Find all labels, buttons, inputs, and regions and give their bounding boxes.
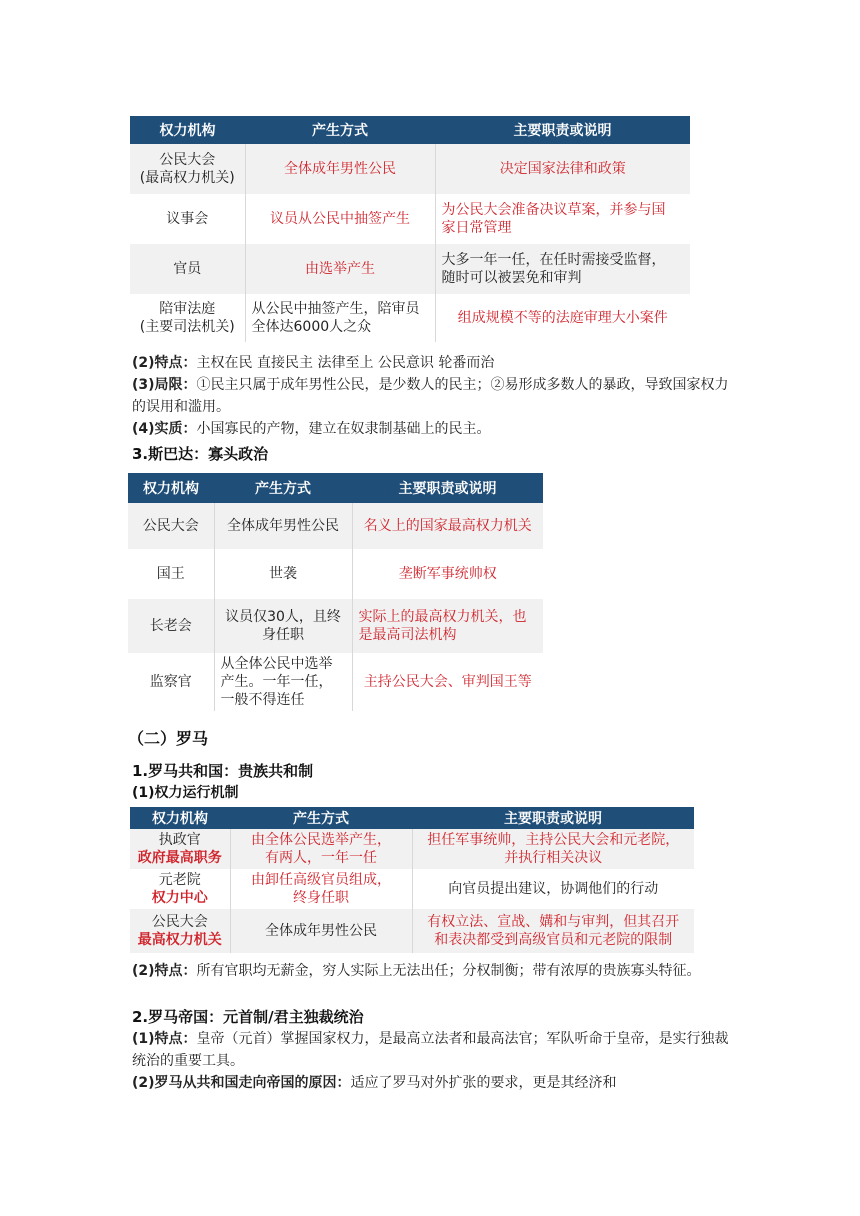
table-row xyxy=(130,144,690,194)
sparta-institutions-table xyxy=(128,473,543,711)
institution-cell: 议事会 xyxy=(130,194,245,244)
institution-cell: 公民大会 (最高权力机关) xyxy=(130,144,245,194)
institution-cell: 国王 xyxy=(128,549,214,599)
method-cell: 世袭 xyxy=(214,549,352,599)
athens-limits: (3)局限：①民主只属于成年男性公民，是少数人的民主；②易形成多数人的暴政，导致国家权力的误用和滥用。 xyxy=(132,377,729,415)
institution-cell: 长老会 xyxy=(128,599,214,653)
table-row xyxy=(130,909,694,953)
table-row xyxy=(130,294,690,342)
col-header-method: 产生方式 xyxy=(230,807,412,829)
athens-features: (2)特点：主权在民 直接民主 法律至上 公民意识 轮番而治 xyxy=(132,355,495,371)
heading-roman-republic: 1.罗马共和国：贵族共和制 xyxy=(132,762,314,780)
institution-cell: 陪审法庭 (主要司法机关) xyxy=(130,294,245,342)
table-row xyxy=(128,549,543,599)
athens-institutions-table xyxy=(130,116,690,342)
duties-cell: 为公民大会准备决议草案，并参与国 家日常管理 xyxy=(435,194,690,244)
table-row xyxy=(130,244,690,294)
rome-empire-features: (1)特点：皇帝（元首）掌握国家权力，是最高立法者和最高法官；军队听命于皇帝，是实行独裁统治的重要工具。 xyxy=(132,1031,729,1069)
republic-to-empire-reasons: (2)罗马从共和国走向帝国的原因：适应了罗马对外扩张的要求，更是其经济和 xyxy=(132,1075,617,1091)
institution-cell: 官员 xyxy=(130,244,245,294)
duties-cell: 组成规模不等的法庭审理大小案件 xyxy=(435,294,690,342)
duties-cell: 向官员提出建议，协调他们的行动 xyxy=(412,869,694,909)
method-cell: 从公民中抽签产生，陪审员 全体达6000人之众 xyxy=(245,294,435,342)
method-cell: 全体成年男性公民 xyxy=(230,909,412,953)
subheading-power-mechanism: (1)权力运行机制 xyxy=(132,785,239,801)
method-cell: 议员仅30人，且终 身任职 xyxy=(214,599,352,653)
col-header-duties: 主要职责或说明 xyxy=(412,807,694,829)
method-cell: 由全体公民选举产生， 有两人，一年一任 xyxy=(230,829,412,869)
table-row xyxy=(128,653,543,711)
table-row xyxy=(128,599,543,653)
heading-roman-empire: 2.罗马帝国：元首制/君主独裁统治 xyxy=(132,1008,364,1026)
heading-rome: （二）罗马 xyxy=(128,729,209,748)
table-row xyxy=(128,503,543,549)
method-cell: 议员从公民中抽签产生 xyxy=(245,194,435,244)
col-header-method: 产生方式 xyxy=(214,473,352,503)
institution-cell: 监察官 xyxy=(128,653,214,711)
duties-cell: 名义上的国家最高权力机关 xyxy=(352,503,543,549)
institution-cell: 公民大会 最高权力机关 xyxy=(130,909,230,953)
col-header-duties: 主要职责或说明 xyxy=(352,473,543,503)
institution-cell: 元老院 权力中心 xyxy=(130,869,230,909)
table-header-row xyxy=(128,473,543,503)
method-cell: 由卸任高级官员组成， 终身任职 xyxy=(230,869,412,909)
institution-cell: 公民大会 xyxy=(128,503,214,549)
method-cell: 由选举产生 xyxy=(245,244,435,294)
method-cell: 全体成年男性公民 xyxy=(245,144,435,194)
duties-cell: 担任军事统帅，主持公民大会和元老院， 并执行相关决议 xyxy=(412,829,694,869)
table-header-row xyxy=(130,116,690,144)
method-cell: 全体成年男性公民 xyxy=(214,503,352,549)
col-header-method: 产生方式 xyxy=(245,116,435,144)
rome-institutions-table xyxy=(130,807,694,953)
athens-essence: (4)实质：小国寡民的产物，建立在奴隶制基础上的民主。 xyxy=(132,421,491,437)
duties-cell: 有权立法、宣战、媾和与审判，但其召开 和表决都受到高级官员和元老院的限制 xyxy=(412,909,694,953)
col-header-duties: 主要职责或说明 xyxy=(435,116,690,144)
duties-cell: 大多一年一任，在任时需接受监督， 随时可以被罢免和审判 xyxy=(435,244,690,294)
col-header-institution: 权力机构 xyxy=(130,116,245,144)
col-header-institution: 权力机构 xyxy=(130,807,230,829)
institution-cell: 执政官 政府最高职务 xyxy=(130,829,230,869)
table-row xyxy=(130,829,694,869)
duties-cell: 决定国家法律和政策 xyxy=(435,144,690,194)
col-header-institution: 权力机构 xyxy=(128,473,214,503)
heading-sparta: 3.斯巴达：寡头政治 xyxy=(132,445,269,463)
duties-cell: 主持公民大会、审判国王等 xyxy=(352,653,543,711)
table-row xyxy=(130,869,694,909)
table-row xyxy=(130,194,690,244)
rome-republic-features: (2)特点：所有官职均无薪金，穷人实际上无法出任；分权制衡；带有浓厚的贵族寡头特征。 xyxy=(132,963,701,979)
method-cell: 从全体公民中选举 产生。一年一任， 一般不得连任 xyxy=(214,653,352,711)
table-header-row xyxy=(130,807,694,829)
duties-cell: 实际上的最高权力机关，也 是最高司法机构 xyxy=(352,599,543,653)
duties-cell: 垄断军事统帅权 xyxy=(352,549,543,599)
